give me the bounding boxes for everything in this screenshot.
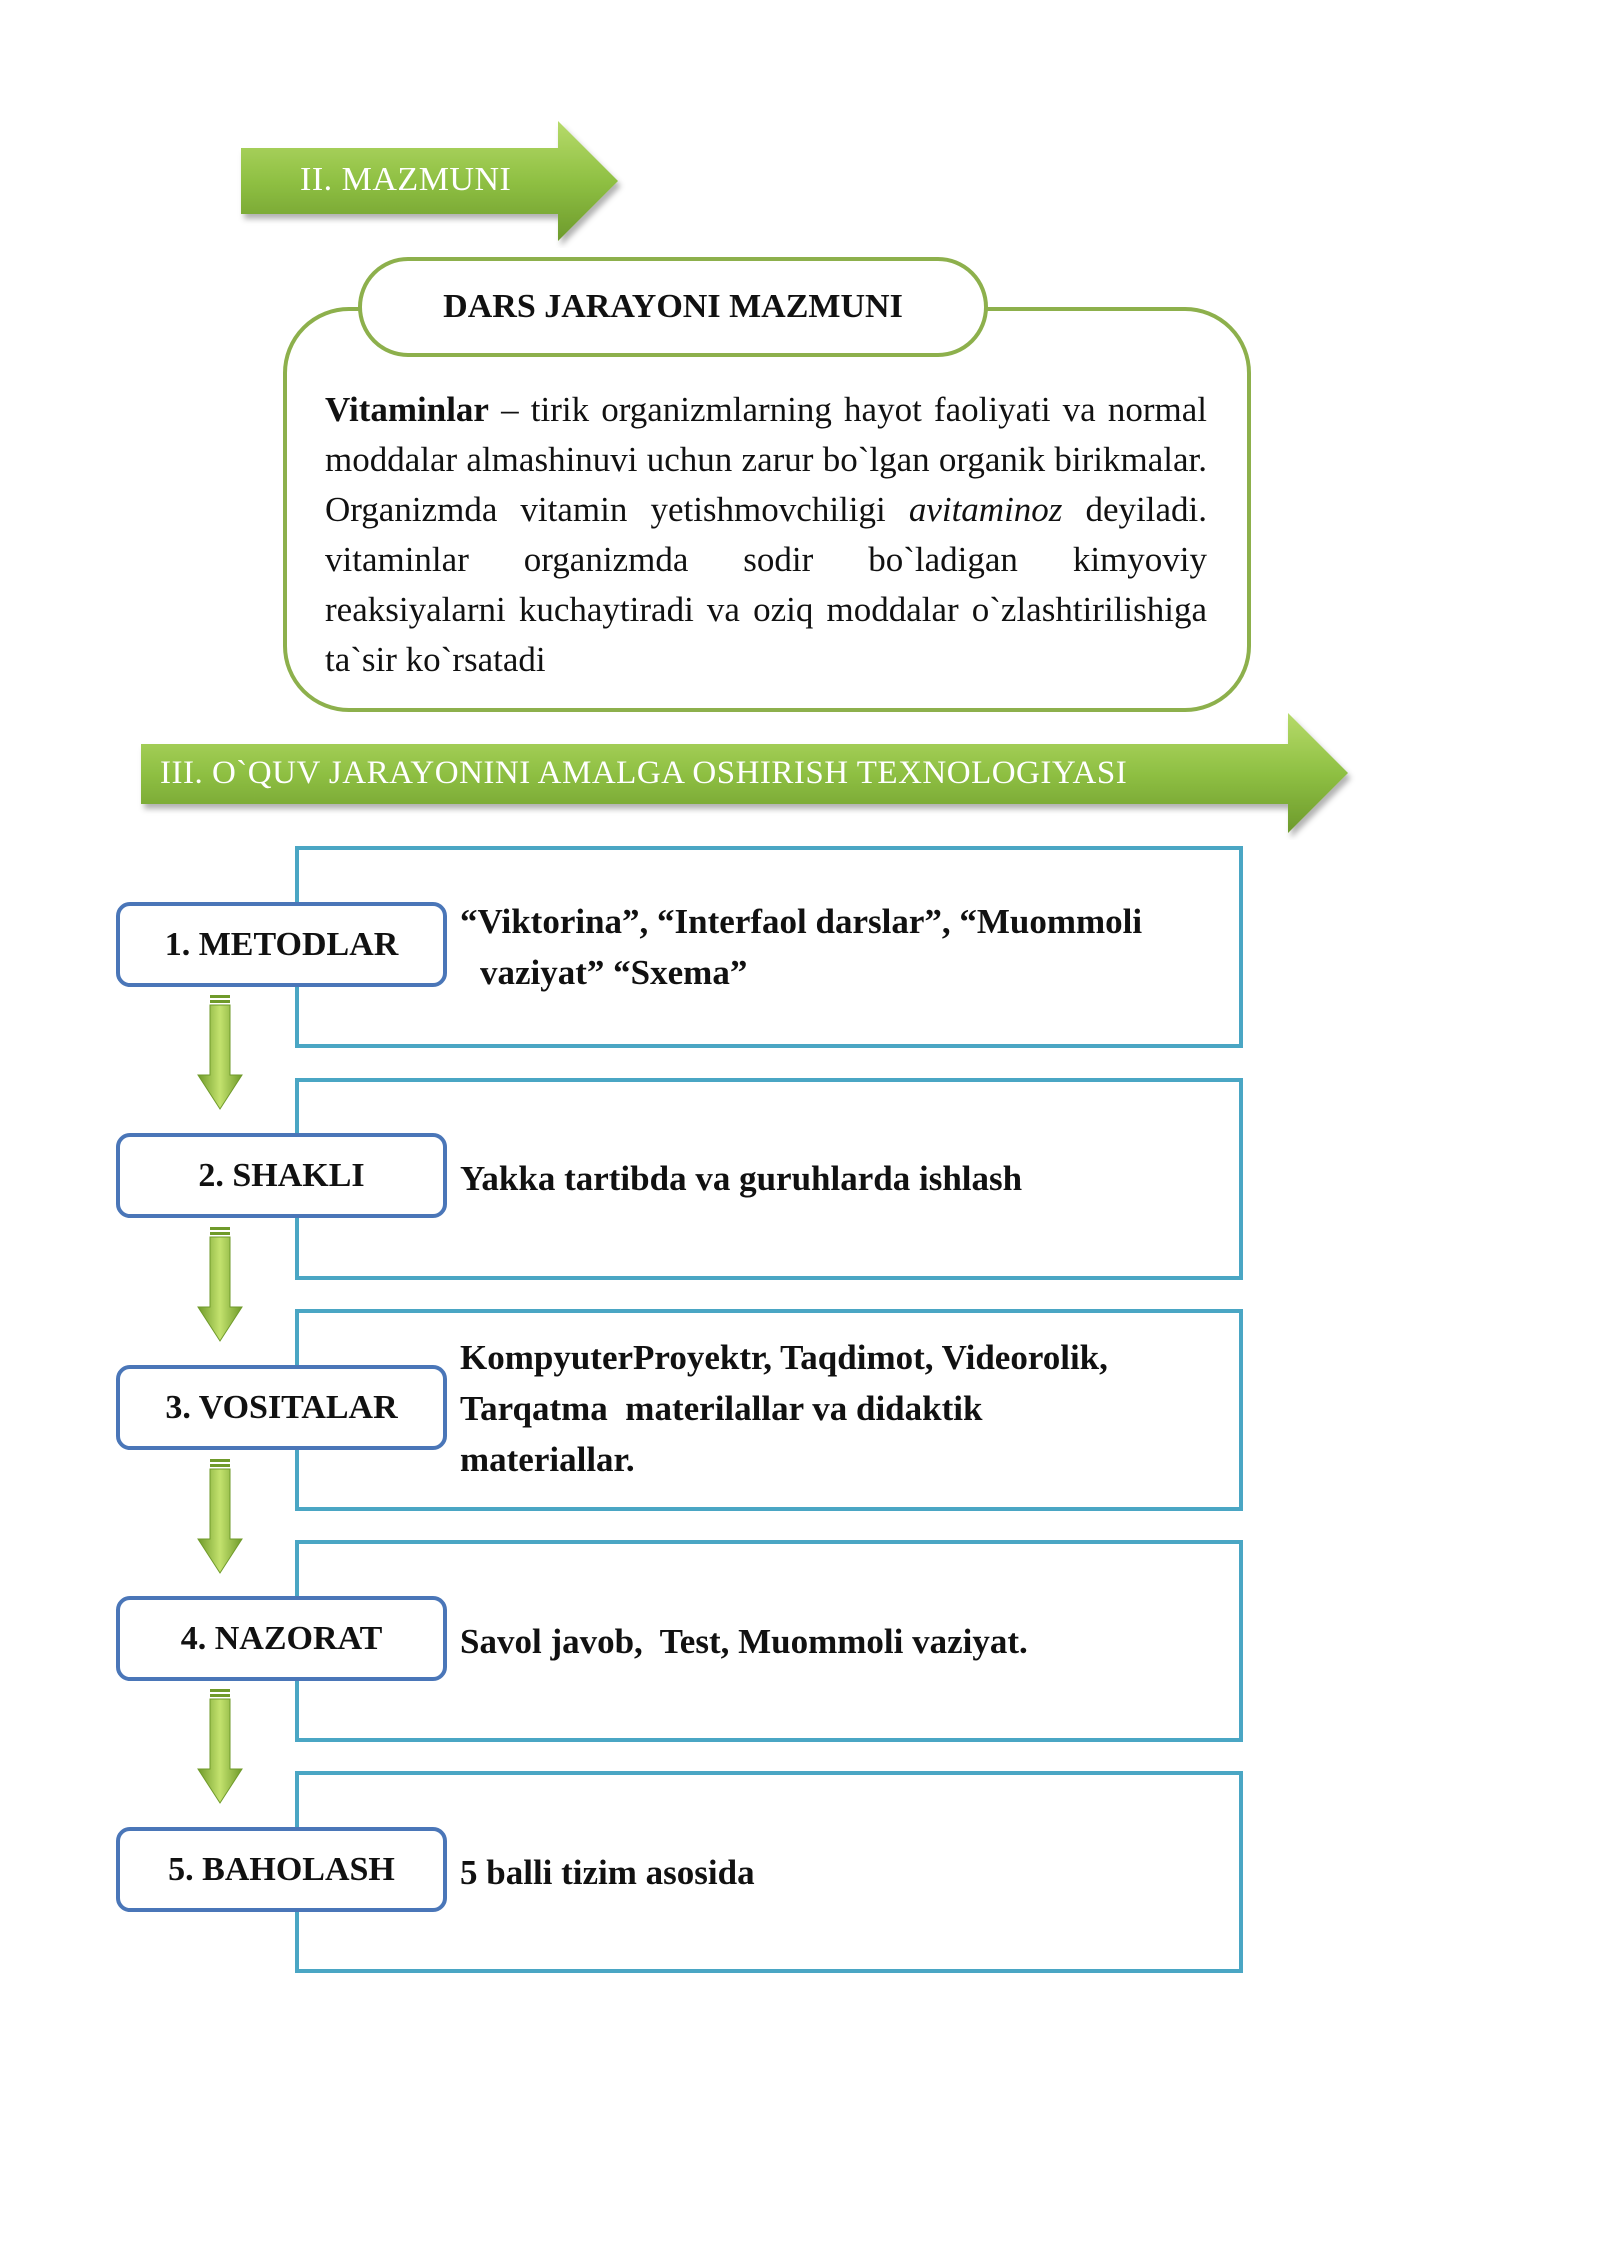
section-2-title: II. MAZMUNI (300, 161, 512, 198)
section-3-title: III. O`QUV JARAYONINI AMALGA OSHIRISH TEXNOLOGIYASI (160, 755, 1128, 791)
down-arrow-2 (194, 1227, 246, 1345)
step-3-desc-line-3: materiallar. (460, 1440, 635, 1479)
down-arrow-3 (194, 1459, 246, 1577)
step-3-label: 3. VOSITALAR (116, 1365, 447, 1450)
step-5-desc: 5 balli tizim asosida (460, 1853, 755, 1892)
down-arrow-4 (194, 1689, 246, 1807)
step-5-label: 5. BAHOLASH (116, 1827, 447, 1912)
step-4-label: 4. NAZORAT (116, 1596, 447, 1681)
term-avitaminoz: avitaminoz (908, 490, 1063, 529)
step-1-desc-line-1: “Viktorina”, “Interfaol darslar”, “Muommoli (460, 902, 1143, 941)
step-1-label: 1. METODLAR (116, 902, 447, 987)
text-part-1: – tirik organizmlarning hayot faoliyati va normal moddalar almashinuvi uchun zarur bo`lgan organik birikmalar. Organizmda vitamin yetishmovchiligi (325, 390, 1207, 529)
content-text (325, 385, 1207, 685)
step-2-desc: Yakka tartibda va guruhlarda ishlash (460, 1159, 1023, 1198)
step-1-desc-line-2: vaziyat” “Sxema” (480, 953, 748, 992)
step-1-desc (460, 896, 1220, 998)
content-title: DARS JARAYONI MAZMUNI (358, 257, 988, 357)
step-2-label: 2. SHAKLI (116, 1133, 447, 1218)
down-arrow-1 (194, 995, 246, 1113)
step-4-desc: Savol javob, Test, Muommoli vaziyat. (460, 1622, 1028, 1661)
text-part-2: deyiladi. vitaminlar organizmda sodir bo`ladigan kimyoviy reaksiyalarni kuchaytiradi va oziq moddalar o`zlashtirilishiga ta`sir ko`rsatadi (325, 490, 1207, 679)
step-3-desc (460, 1332, 1220, 1485)
step-3-desc-line-1: KompyuterProyektr, Taqdimot, Videorolik, (460, 1338, 1108, 1377)
term-vitaminlar: Vitaminlar (325, 390, 489, 429)
step-3-desc-line-2: Tarqatma materilallar va didaktik (460, 1389, 983, 1428)
